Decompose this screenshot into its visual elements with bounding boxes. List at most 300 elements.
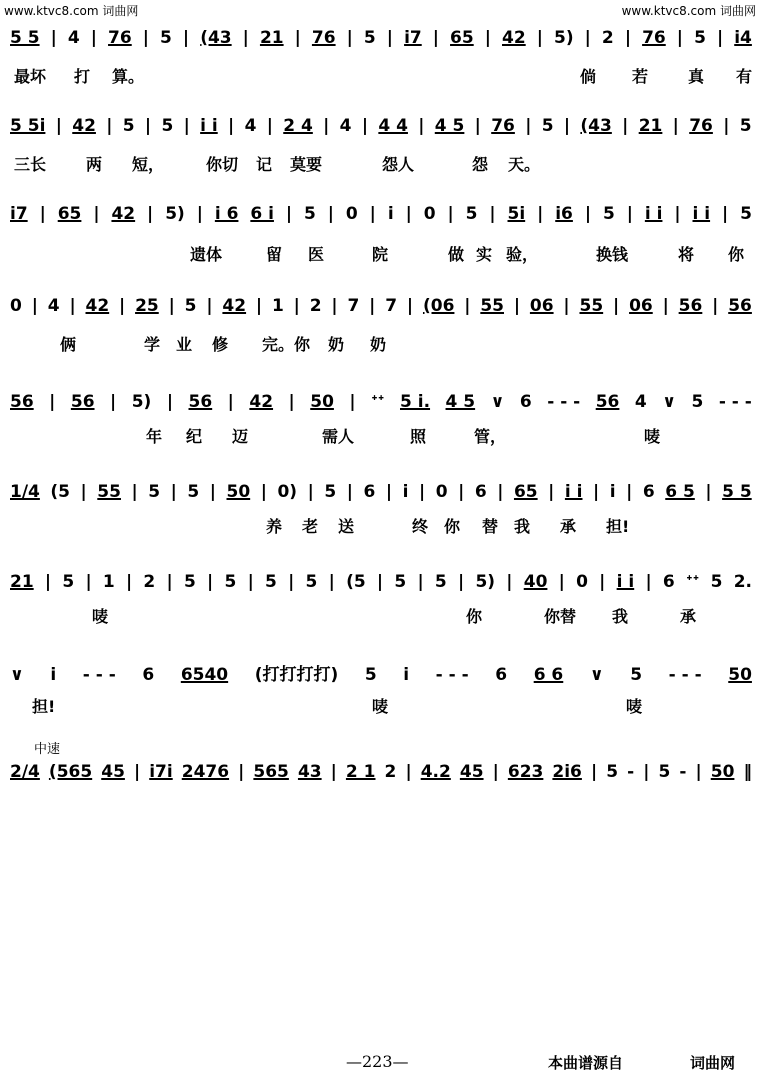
note-group: 42 — [249, 392, 274, 412]
barline: | — [166, 572, 173, 592]
note-group: 43 — [297, 762, 322, 782]
score-line — [10, 482, 752, 512]
note-group: 56 — [188, 392, 213, 412]
barline: | — [330, 762, 337, 782]
barline: | — [361, 116, 369, 136]
note-group: 6 — [474, 482, 487, 502]
note-group: 5 — [305, 572, 318, 592]
note-group: 5 — [184, 296, 197, 316]
note-group: 0 — [10, 296, 22, 316]
lyric-word: 天。 — [508, 155, 541, 174]
score-line — [10, 204, 752, 234]
note-group: 21 — [10, 572, 34, 592]
note-group: 5 — [187, 482, 200, 502]
note-group: 5 — [265, 572, 277, 592]
note-group: i — [387, 204, 394, 224]
barline: | — [723, 116, 730, 136]
note-group: 25 — [135, 296, 159, 316]
barline: | — [144, 116, 152, 136]
note-group: 4 4 — [378, 116, 408, 136]
lyric-word: 唛 — [626, 697, 643, 716]
lyric-word: 若 — [632, 67, 649, 86]
note-group: 42 — [502, 28, 526, 48]
note-group: 2i6 — [552, 762, 582, 782]
lyric-word: 纪 — [186, 427, 203, 446]
lyric-word: 换钱 — [596, 245, 629, 264]
lyric-word: 记 — [256, 155, 273, 174]
lyric-word: 老 — [302, 517, 319, 536]
barline: | — [525, 116, 532, 136]
note-group: 06 — [529, 296, 554, 316]
note-group: 5 — [394, 572, 407, 592]
barline: | — [474, 116, 481, 136]
note-group: 5) — [475, 572, 496, 592]
score-line — [10, 572, 752, 602]
barline: | — [536, 28, 543, 48]
barline: | — [716, 28, 724, 48]
note-group: 7 — [385, 296, 398, 316]
note-group: 2 — [601, 28, 614, 48]
barline: | — [110, 392, 117, 412]
note-group: ᐩᐩ — [371, 392, 385, 412]
note-group: 2476 — [181, 762, 230, 782]
source-label: 本曲谱源自 — [548, 1054, 624, 1072]
note-group: 55 — [97, 482, 121, 502]
barline: | — [293, 296, 300, 316]
barline: | — [247, 572, 254, 592]
note-group: 76 — [108, 28, 132, 48]
lyric-word: 做 — [448, 245, 465, 264]
lyric-word: 养 — [266, 517, 283, 536]
note-group: 42 — [222, 296, 247, 316]
barline: | — [260, 482, 267, 502]
barline: | — [131, 482, 138, 502]
note-group: 45 — [459, 762, 484, 782]
source-site: 词曲网 — [690, 1054, 736, 1072]
barline: | — [238, 762, 245, 782]
note-group: 1 — [271, 296, 284, 316]
note-group: - — [627, 762, 635, 782]
barline: | — [119, 296, 126, 316]
note-group: 5 — [739, 116, 752, 136]
note-group: ∨ — [589, 665, 604, 685]
note-group: - - - — [547, 392, 581, 412]
note-group: 5 — [465, 204, 478, 224]
barline: | — [55, 116, 62, 136]
note-group: 21 — [259, 28, 284, 48]
note-group: 5 — [304, 204, 316, 224]
barline: | — [255, 296, 263, 316]
barline: | — [418, 116, 425, 136]
barline: | — [593, 482, 600, 502]
barline: | — [386, 28, 394, 48]
barline: | — [645, 572, 652, 592]
barline: | — [705, 482, 712, 502]
note-group: 5 — [324, 482, 337, 502]
lyric-word: 两 — [86, 155, 103, 174]
note-group: 6 6 — [533, 665, 564, 685]
note-group: 5 — [62, 572, 75, 592]
barline: | — [39, 204, 46, 224]
note-group: 2/4 — [10, 762, 40, 782]
barline: | — [672, 116, 679, 136]
note-group: 21 — [638, 116, 663, 136]
note-group: i — [50, 665, 57, 685]
note-group: 5 — [364, 665, 377, 685]
note-group: (5 — [346, 572, 366, 592]
barline: | — [695, 762, 702, 782]
watermark-left: www.ktvc8.com 词曲网 — [4, 4, 139, 18]
barline: | — [93, 204, 100, 224]
note-group: - - - — [668, 665, 702, 685]
barline: | — [457, 572, 465, 592]
note-group: (565 — [48, 762, 93, 782]
note-group: 5 — [602, 204, 615, 224]
lyric-line — [14, 514, 744, 538]
score-line — [10, 296, 752, 326]
barline: | — [492, 762, 499, 782]
note-group: 76 — [491, 116, 515, 136]
note-group: 76 — [642, 28, 666, 48]
note-group: 40 — [523, 572, 548, 592]
lyric-word: 奶 — [328, 335, 345, 354]
barline: | — [622, 116, 629, 136]
barline: | — [349, 392, 356, 412]
lyric-word: 我 — [612, 607, 629, 626]
barline: | — [50, 28, 57, 48]
note-group: ∨ — [490, 392, 505, 412]
lyric-word: 实 — [476, 245, 493, 264]
barline: | — [369, 296, 376, 316]
barline: | — [662, 296, 669, 316]
barline: | — [563, 116, 571, 136]
note-group: 4 — [339, 116, 352, 136]
note-group: i — [403, 665, 410, 685]
lyric-word: 唛 — [644, 427, 661, 446]
barline: | — [584, 204, 592, 224]
note-group: 76 — [311, 28, 336, 48]
note-group: 5 — [541, 116, 554, 136]
lyric-word: 迈 — [232, 427, 249, 446]
barline: | — [712, 296, 719, 316]
note-group: ∨ — [662, 392, 677, 412]
lyric-word: 你 — [444, 517, 461, 536]
note-group: 2. — [733, 572, 752, 592]
barline: | — [548, 482, 555, 502]
barline: | — [85, 572, 92, 592]
lyric-word: 短， — [132, 155, 165, 174]
note-group: 0 — [435, 482, 448, 502]
note-group: 1/4 — [10, 482, 40, 502]
note-group: (43 — [200, 28, 232, 48]
barline: | — [227, 392, 234, 412]
barline: | — [613, 296, 620, 316]
lyric-word: 承 — [680, 607, 697, 626]
lyric-word: 承 — [560, 517, 577, 536]
barline: | — [133, 762, 141, 782]
note-group: 5 i. — [400, 392, 431, 412]
note-group: 4 — [244, 116, 257, 136]
lyric-word: 照 — [410, 427, 427, 446]
score-line — [10, 660, 752, 690]
lyric-line — [14, 604, 744, 628]
note-group: 6 — [662, 572, 675, 592]
lyric-word: 真 — [688, 67, 705, 86]
note-group: 6 — [495, 665, 508, 685]
note-group: 5) — [554, 28, 574, 48]
note-group: 6 — [642, 482, 655, 502]
lyric-line — [14, 424, 744, 448]
barline: | — [323, 116, 330, 136]
lyric-word: 唛 — [92, 607, 109, 626]
lyric-word: 有 — [736, 67, 753, 86]
barline: | — [147, 204, 154, 224]
barline: | — [182, 28, 190, 48]
note-group: 76 — [689, 116, 713, 136]
note-group: 4 5 — [445, 392, 476, 412]
barline: | — [266, 116, 273, 136]
note-group: 5 — [694, 28, 706, 48]
barline: | — [599, 572, 606, 592]
lyric-word: 你切 — [206, 155, 239, 174]
barline: | — [464, 296, 471, 316]
note-group: 4.2 — [420, 762, 451, 782]
note-group: 5) — [165, 204, 185, 224]
barline: | — [170, 482, 177, 502]
barline: | — [288, 572, 295, 592]
barline: | — [417, 572, 424, 592]
note-group: - - - — [435, 665, 469, 685]
note-group: 56 — [678, 296, 703, 316]
lyric-word: 唛 — [372, 697, 389, 716]
barline: | — [406, 296, 414, 316]
note-group: 4 — [47, 296, 60, 316]
lyric-word: 奶 — [370, 335, 387, 354]
score-line — [10, 762, 752, 792]
barline: | — [537, 204, 544, 224]
note-group: 45 — [101, 762, 125, 782]
lyric-word: 学 — [144, 335, 161, 354]
lyric-word: 你 — [466, 607, 483, 626]
barline: | — [626, 482, 633, 502]
barline: | — [196, 204, 203, 224]
note-group: 1 — [102, 572, 115, 592]
note-group: 5 5 — [722, 482, 752, 502]
note-group: i4 — [734, 28, 752, 48]
barline: | — [676, 28, 684, 48]
note-group: i i — [200, 116, 218, 136]
note-group: (打打打打) — [254, 665, 339, 685]
barline: | — [307, 482, 314, 502]
note-group: 5 — [122, 116, 135, 136]
note-group: 5 — [363, 28, 376, 48]
note-group: 6 — [519, 392, 532, 412]
note-group: 6 — [142, 665, 155, 685]
note-group: 2 4 — [283, 116, 313, 136]
lyric-word: 院 — [372, 245, 389, 264]
barline: | — [166, 392, 174, 412]
note-group: 56 — [728, 296, 752, 316]
lyric-line — [14, 64, 753, 88]
barline: | — [722, 204, 729, 224]
barline: | — [497, 482, 504, 502]
lyric-word: 怨 — [472, 155, 489, 174]
note-group: 65 — [450, 28, 474, 48]
note-group: 6540 — [180, 665, 229, 685]
lyric-line — [14, 152, 744, 176]
barline: ‖ — [743, 762, 752, 782]
lyric-word: 最坏 — [14, 67, 47, 86]
note-group: 623 — [507, 762, 544, 782]
note-group: 5 — [434, 572, 447, 592]
note-group: 55 — [579, 296, 604, 316]
barline: | — [626, 204, 633, 224]
note-group: 50 — [310, 392, 334, 412]
score-line — [10, 28, 752, 58]
note-group: 50 — [728, 665, 752, 685]
lyric-word: 算。 — [112, 67, 145, 86]
barline: | — [590, 762, 598, 782]
lyric-word: 需人 — [322, 427, 355, 446]
lyric-word: 担! — [606, 517, 630, 536]
barline: | — [31, 296, 38, 316]
lyric-word: 我 — [514, 517, 531, 536]
barline: | — [584, 28, 591, 48]
note-group: 5i — [507, 204, 526, 224]
barline: | — [674, 204, 681, 224]
lyric-line — [14, 332, 744, 356]
score-line — [10, 392, 752, 422]
barline: | — [558, 572, 565, 592]
note-group: 5 — [740, 204, 752, 224]
barline: | — [69, 296, 76, 316]
tempo-marking: 中速 — [34, 742, 61, 757]
barline: | — [294, 28, 301, 48]
barline: | — [405, 204, 412, 224]
note-group: 5 — [606, 762, 619, 782]
barline: | — [624, 28, 632, 48]
lyric-word: 打 — [74, 67, 91, 86]
note-group: 2 — [384, 762, 397, 782]
note-group: 42 — [111, 204, 136, 224]
note-group: i i — [692, 204, 711, 224]
note-group: i7 — [10, 204, 28, 224]
note-group: (43 — [580, 116, 612, 136]
note-group: 56 — [70, 392, 95, 412]
lyric-word: 留 — [266, 245, 283, 264]
note-group: 5 — [161, 116, 174, 136]
note-group: - — [679, 762, 687, 782]
barline: | — [142, 28, 149, 48]
barline: | — [206, 296, 213, 316]
note-group: 5 — [630, 665, 643, 685]
note-group: i i — [564, 482, 583, 502]
lyric-word: 倘 — [580, 67, 597, 86]
barline: | — [328, 572, 335, 592]
note-group: 5 — [148, 482, 161, 502]
lyric-word: 担! — [32, 697, 56, 716]
note-group: 0) — [277, 482, 298, 502]
lyric-line — [14, 694, 744, 718]
note-group: 56 — [595, 392, 620, 412]
note-group: 4 — [67, 28, 80, 48]
barline: | — [432, 28, 439, 48]
barline: | — [288, 392, 295, 412]
barline: | — [168, 296, 175, 316]
note-group: 5 — [658, 762, 671, 782]
barline: | — [346, 482, 353, 502]
note-group: 6 — [363, 482, 376, 502]
barline: | — [484, 28, 491, 48]
barline: | — [563, 296, 570, 316]
lyric-word: 送 — [338, 517, 355, 536]
barline: | — [489, 204, 496, 224]
note-group: 0 — [423, 204, 436, 224]
note-group: (5 — [50, 482, 71, 502]
note-group: ᐩᐩ — [685, 572, 700, 592]
note-group: 6 i — [250, 204, 274, 224]
note-group: 56 — [10, 392, 34, 412]
lyric-word: 俩 — [60, 335, 77, 354]
note-group: 5 — [160, 28, 172, 48]
lyric-word: 怨人 — [382, 155, 415, 174]
lyric-word: 替 — [482, 517, 499, 536]
note-group: 0 — [345, 204, 358, 224]
barline: | — [228, 116, 235, 136]
note-group: (06 — [422, 296, 455, 316]
barline: | — [207, 572, 214, 592]
lyric-word: 医 — [308, 245, 325, 264]
note-group: 06 — [629, 296, 653, 316]
barline: | — [458, 482, 465, 502]
note-group: 7 — [347, 296, 360, 316]
barline: | — [327, 204, 334, 224]
note-group: 65 — [57, 204, 82, 224]
note-group: i i — [644, 204, 663, 224]
note-group: 5) — [131, 392, 152, 412]
barline: | — [346, 28, 353, 48]
note-group: 50 — [226, 482, 251, 502]
lyric-line — [14, 242, 744, 266]
note-group: 5 — [691, 392, 704, 412]
barline: | — [285, 204, 293, 224]
note-group: 55 — [480, 296, 504, 316]
lyric-word: 你替 — [544, 607, 577, 626]
barline: | — [643, 762, 650, 782]
barline: | — [242, 28, 249, 48]
lyric-word: 修 — [212, 335, 229, 354]
barline: | — [376, 572, 384, 592]
barline: | — [506, 572, 513, 592]
lyric-word: 将 — [678, 245, 695, 264]
barline: | — [513, 296, 521, 316]
note-group: 5 5i — [10, 116, 46, 136]
note-group: 2 — [309, 296, 322, 316]
note-group: 4 5 — [434, 116, 465, 136]
note-group: 5 — [183, 572, 196, 592]
barline: | — [106, 116, 113, 136]
note-group: 42 — [72, 116, 96, 136]
barline: | — [418, 482, 426, 502]
note-group: 42 — [85, 296, 110, 316]
lyric-word: 验， — [506, 245, 539, 264]
note-group: 5 — [224, 572, 237, 592]
barline: | — [369, 204, 376, 224]
watermark-right: www.ktvc8.com 词曲网 — [621, 4, 756, 18]
lyric-word: 完。你 — [262, 335, 311, 354]
barline: | — [331, 296, 338, 316]
note-group: i — [609, 482, 616, 502]
